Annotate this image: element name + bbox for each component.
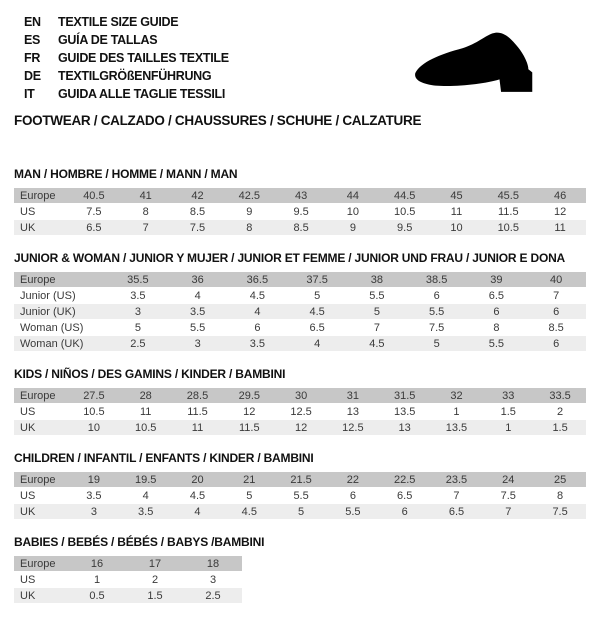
- table-row: [14, 272, 586, 287]
- size-cell: 6: [254, 321, 261, 334]
- size-cell: 8.5: [275, 220, 327, 235]
- size-cell: 11.5: [497, 205, 519, 218]
- size-cell: 12: [275, 420, 327, 435]
- size-cell: 8.5: [189, 205, 206, 218]
- size-cell: 9: [246, 205, 253, 218]
- size-cell: 5: [134, 321, 141, 334]
- size-cell: 38.5: [407, 272, 467, 287]
- language-label: TEXTILGRÖßENFÜHRUNG: [58, 69, 212, 83]
- size-cell: 22: [327, 472, 379, 487]
- size-cell: 1.5: [500, 405, 516, 418]
- size-cell: 3.5: [130, 289, 146, 302]
- size-cell: 40.5: [68, 188, 120, 203]
- size-cell: 4.5: [249, 289, 266, 302]
- table-row: [14, 588, 242, 603]
- size-cell: 3.5: [228, 336, 288, 351]
- size-cell: 10: [68, 420, 120, 435]
- row-label: UK: [14, 420, 68, 435]
- size-cell: 4: [228, 304, 288, 319]
- table-row: [14, 304, 586, 319]
- size-cell: 11.5: [187, 405, 208, 418]
- size-cell: 27.5: [68, 388, 120, 403]
- size-cell: 40: [526, 272, 586, 287]
- size-cell: 8.5: [548, 321, 564, 334]
- size-cell: 37.5: [287, 272, 347, 287]
- row-label: Woman (US): [20, 321, 84, 334]
- table-row: [14, 388, 586, 403]
- size-cell: 5: [347, 304, 407, 319]
- children-size-table: [14, 471, 586, 520]
- language-label: GUIDA ALLE TAGLIE TESSILI: [58, 87, 226, 101]
- size-cell: 29.5: [223, 388, 275, 403]
- language-code: EN: [24, 15, 41, 29]
- size-cell: 8: [557, 489, 564, 502]
- size-cell: 46: [534, 188, 586, 203]
- language-label: GUIDE DES TAILLES TEXTILE: [58, 51, 229, 65]
- size-cell: 6: [467, 304, 527, 319]
- size-cell: 8: [142, 205, 149, 218]
- row-label: Europe: [14, 472, 68, 487]
- table-row: [14, 572, 242, 587]
- size-cell: 36.5: [228, 272, 288, 287]
- language-code: IT: [24, 87, 35, 101]
- size-cell: 21: [223, 472, 275, 487]
- size-cell: 12.5: [290, 405, 312, 418]
- size-cell: 28.5: [172, 388, 224, 403]
- junior-woman-size-table: [14, 271, 586, 352]
- section-kids: [14, 368, 586, 436]
- size-cell: 6: [433, 289, 440, 302]
- size-cell: 1: [453, 405, 460, 418]
- size-cell: 3: [68, 504, 120, 519]
- size-cell: 35.5: [108, 272, 168, 287]
- size-cell: 45.5: [482, 188, 534, 203]
- size-cell: 2.5: [184, 588, 242, 603]
- size-cell: 6.5: [431, 504, 483, 519]
- size-cell: 21.5: [275, 472, 327, 487]
- size-cell: 5.5: [467, 336, 527, 351]
- size-cell: 20: [172, 472, 224, 487]
- size-cell: 25: [534, 472, 586, 487]
- kids-size-table: [14, 387, 586, 436]
- size-cell: 2: [557, 405, 564, 418]
- size-cell: 19.5: [120, 472, 172, 487]
- table-row: [14, 336, 586, 351]
- size-cell: 11: [450, 205, 463, 218]
- size-cell: 38: [347, 272, 407, 287]
- category-title: FOOTWEAR / CALZADO / CHAUSSURES / SCHUHE / CALZATURE: [14, 113, 422, 128]
- size-cell: 11: [534, 220, 586, 235]
- size-cell: 8: [223, 220, 275, 235]
- size-cell: 12.5: [327, 420, 379, 435]
- size-cell: 16: [68, 556, 126, 571]
- section-children: [14, 452, 586, 520]
- size-cell: 11.5: [223, 420, 275, 435]
- size-cell: 7.5: [534, 504, 586, 519]
- size-cell: 6.5: [309, 321, 325, 334]
- size-cell: 22.5: [379, 472, 431, 487]
- babies-size-table: [14, 555, 242, 604]
- size-cell: 10.5: [393, 205, 416, 218]
- size-cell: 18: [184, 556, 242, 571]
- size-cell: 39: [467, 272, 527, 287]
- size-cell: 11: [172, 420, 224, 435]
- language-code: FR: [24, 51, 41, 65]
- section-title: JUNIOR & WOMAN / JUNIOR Y MUJER / JUNIOR ET FEMME / JUNIOR UND FRAU / JUNIOR E DONA: [14, 251, 566, 265]
- size-cell: 10: [346, 205, 359, 218]
- row-label: Junior (US): [20, 289, 76, 302]
- table-row: [14, 556, 242, 571]
- size-cell: 12: [243, 405, 256, 418]
- table-row: [14, 404, 586, 419]
- size-cell: 13.5: [431, 420, 483, 435]
- table-row: [14, 204, 586, 219]
- row-label: Europe: [14, 188, 68, 203]
- size-tables: [14, 168, 586, 619]
- size-cell: 6: [349, 489, 356, 502]
- size-cell: 5.5: [327, 504, 379, 519]
- size-cell: 6.5: [68, 220, 120, 235]
- size-cell: 7: [120, 220, 172, 235]
- size-cell: 2.5: [108, 336, 168, 351]
- language-label: GUÍA DE TALLAS: [58, 33, 158, 47]
- table-row: [14, 472, 586, 487]
- size-cell: 6: [379, 504, 431, 519]
- row-label: US: [20, 489, 36, 502]
- size-cell: 5: [246, 489, 253, 502]
- size-cell: 3: [108, 304, 168, 319]
- size-cell: 5.5: [369, 289, 385, 302]
- row-label: Europe: [14, 272, 108, 287]
- man-size-table: [14, 187, 586, 236]
- size-cell: 4.5: [189, 489, 206, 502]
- row-label: US: [20, 205, 36, 218]
- size-cell: 8: [493, 321, 500, 334]
- size-cell: 7.5: [86, 205, 102, 218]
- size-cell: 41: [120, 188, 172, 203]
- size-cell: 10.5: [482, 220, 534, 235]
- table-row: [14, 320, 586, 335]
- table-row: [14, 220, 586, 235]
- size-cell: 10.5: [83, 405, 105, 418]
- table-row: [14, 488, 586, 503]
- table-row: [14, 420, 586, 435]
- size-cell: 24: [482, 472, 534, 487]
- row-label: US: [20, 573, 36, 586]
- size-cell: 5: [275, 504, 327, 519]
- size-cell: 3.5: [168, 304, 228, 319]
- size-cell: 9.5: [293, 205, 309, 218]
- size-cell: 1: [93, 573, 101, 586]
- size-cell: 44.5: [379, 188, 431, 203]
- size-cell: 6: [526, 336, 586, 351]
- row-label: Junior (UK): [14, 304, 108, 319]
- size-cell: 4.5: [347, 336, 407, 351]
- section-title: BABIES / BEBÉS / BÉBÉS / BABYS /BAMBINI: [14, 535, 265, 549]
- size-cell: 33.5: [534, 388, 586, 403]
- size-cell: 4: [172, 504, 224, 519]
- size-cell: 6.5: [397, 489, 413, 502]
- size-cell: 30: [275, 388, 327, 403]
- size-cell: 4.5: [287, 304, 347, 319]
- language-label: TEXTILE SIZE GUIDE: [58, 15, 179, 29]
- size-cell: 28: [120, 388, 172, 403]
- size-cell: 5.5: [189, 321, 206, 334]
- size-cell: 9.5: [379, 220, 431, 235]
- size-cell: 42: [172, 188, 224, 203]
- row-label: Europe: [14, 388, 68, 403]
- row-label: Europe: [14, 556, 68, 571]
- row-label: Woman (UK): [14, 336, 108, 351]
- size-cell: 43: [275, 188, 327, 203]
- section-title: CHILDREN / INFANTIL / ENFANTS / KINDER / BAMBINI: [14, 451, 314, 465]
- size-cell: 3.5: [120, 504, 172, 519]
- size-cell: 6.5: [488, 289, 505, 302]
- size-cell: 10: [431, 220, 483, 235]
- size-cell: 5: [407, 336, 467, 351]
- table-row: [14, 288, 586, 303]
- size-cell: 4: [287, 336, 347, 351]
- size-cell: 1.5: [126, 588, 184, 603]
- row-label: UK: [14, 220, 68, 235]
- size-cell: 7.5: [172, 220, 224, 235]
- table-row: [14, 504, 586, 519]
- size-cell: 4.5: [223, 504, 275, 519]
- size-cell: 44: [327, 188, 379, 203]
- size-cell: 31: [327, 388, 379, 403]
- size-cell: 13.5: [393, 405, 416, 418]
- size-cell: 7.5: [428, 321, 445, 334]
- size-cell: 7: [373, 321, 380, 334]
- section-man: [14, 168, 586, 236]
- size-cell: 4: [142, 489, 149, 502]
- size-cell: 1: [482, 420, 534, 435]
- size-cell: 7.5: [500, 489, 516, 502]
- row-label: UK: [14, 504, 68, 519]
- size-cell: 13: [346, 405, 359, 418]
- dress-shoe-icon: [393, 24, 567, 102]
- size-cell: 7: [453, 489, 460, 502]
- section-title: KIDS / NIÑOS / DES GAMINS / KINDER / BAMBINI: [14, 367, 286, 381]
- size-cell: 4: [194, 289, 201, 302]
- row-label: UK: [14, 588, 68, 603]
- size-cell: 32: [431, 388, 483, 403]
- size-cell: 19: [68, 472, 120, 487]
- size-cell: 5.5: [407, 304, 467, 319]
- size-cell: 42.5: [223, 188, 275, 203]
- section-junior-woman: [14, 252, 586, 352]
- size-cell: 13: [379, 420, 431, 435]
- section-babies: [14, 536, 586, 604]
- size-cell: 5: [314, 289, 321, 302]
- language-code: DE: [24, 69, 41, 83]
- size-cell: 45: [431, 188, 483, 203]
- size-cell: 11: [139, 405, 152, 418]
- size-cell: 7: [553, 289, 560, 302]
- size-cell: 23.5: [431, 472, 483, 487]
- size-cell: 9: [327, 220, 379, 235]
- size-cell: 3: [209, 573, 217, 586]
- size-cell: 1.5: [534, 420, 586, 435]
- size-cell: 3.5: [86, 489, 102, 502]
- size-cell: 5.5: [293, 489, 309, 502]
- size-cell: 3: [168, 336, 228, 351]
- size-cell: 0.5: [68, 588, 126, 603]
- table-row: [14, 188, 586, 203]
- row-label: US: [20, 405, 36, 418]
- language-code: ES: [24, 33, 41, 47]
- size-cell: 2: [151, 573, 159, 586]
- size-cell: 36: [168, 272, 228, 287]
- size-cell: 10.5: [120, 420, 172, 435]
- size-cell: 12: [553, 205, 567, 218]
- section-title: MAN / HOMBRE / HOMME / MANN / MAN: [14, 167, 238, 181]
- size-cell: 33: [482, 388, 534, 403]
- size-cell: 7: [482, 504, 534, 519]
- size-cell: 31.5: [379, 388, 431, 403]
- size-cell: 6: [526, 304, 586, 319]
- size-cell: 17: [126, 556, 184, 571]
